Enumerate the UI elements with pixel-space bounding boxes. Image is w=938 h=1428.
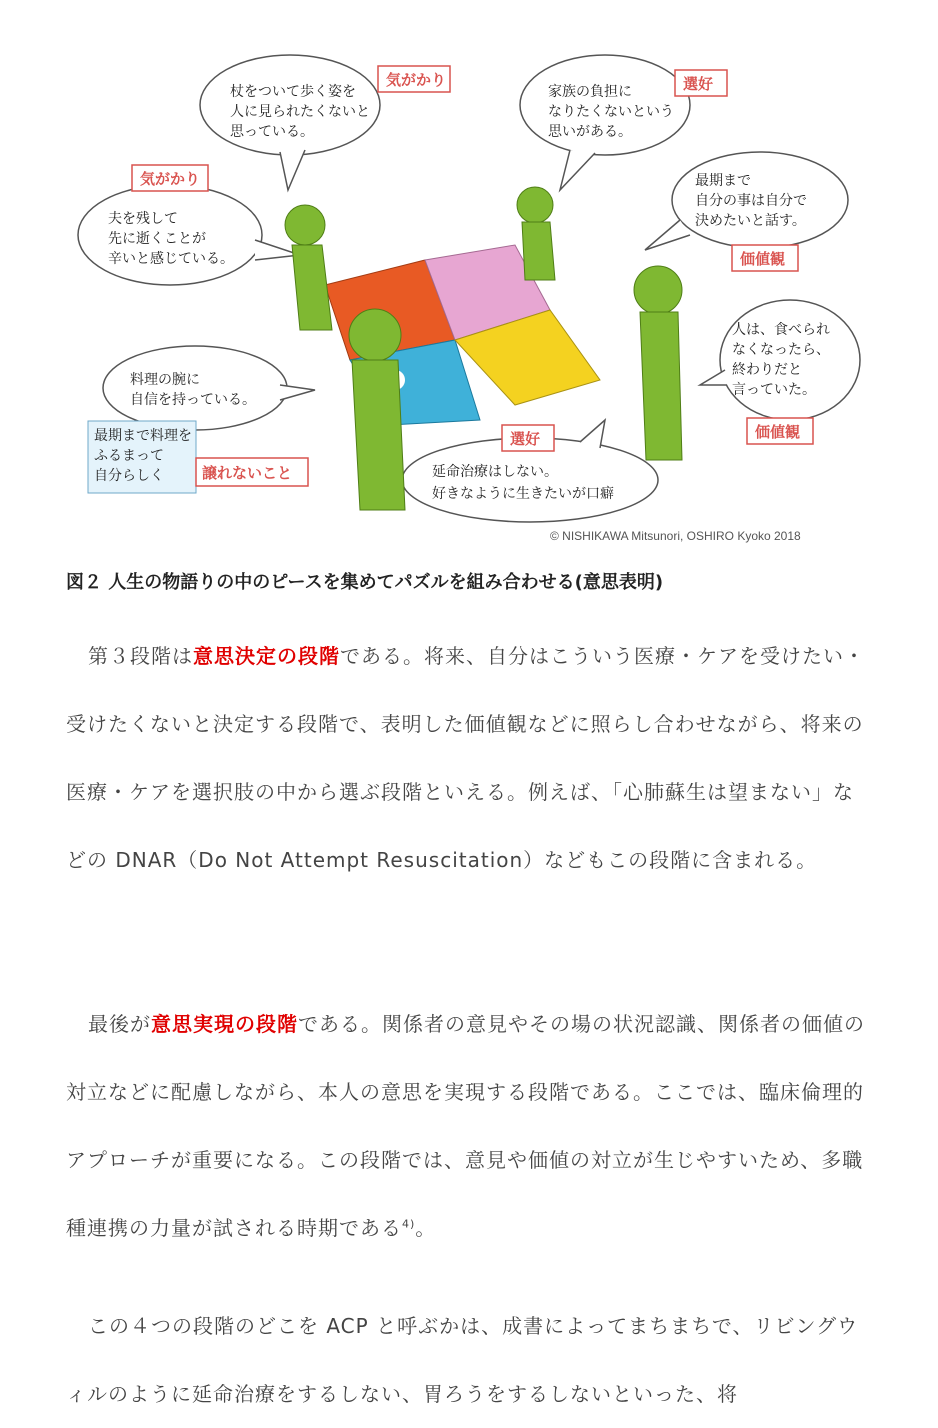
p3-body: この４つの段階のどこを ACP と呼ぶかは、成書によってまちまちで、リビングウィルのように延命治療をするしない、胃ろうをするしないといった、将 xyxy=(66,1314,859,1406)
note-box xyxy=(88,421,308,493)
puzzle-illustration xyxy=(60,40,880,555)
figure xyxy=(60,40,880,555)
bubble-8 xyxy=(402,420,658,522)
bubble-1 xyxy=(200,55,450,190)
tag-concern-1 xyxy=(378,66,450,92)
bubble-5-text: 人は、食べられ なくなったら、 終わりだと 言っていた。 xyxy=(732,322,830,398)
tag-concern-2 xyxy=(132,165,208,191)
bubble-1-text: 杖をついて歩く姿を 人に見られたくないと 思っている。 xyxy=(230,84,370,140)
bubble-2-text: 家族の負担に なりたくないという 思いがある。 xyxy=(548,84,674,140)
tag-value-2 xyxy=(747,418,813,444)
tag-preference-1 xyxy=(675,70,727,96)
paragraph-decision-stage xyxy=(66,622,866,894)
bubble-6-text: 料理の腕に 自信を持っている。 xyxy=(130,372,256,408)
p2-citation: 4) xyxy=(402,1217,416,1231)
bubble-3-text: 夫を残して 先に逝くことが 辛いと感じている。 xyxy=(108,211,234,267)
p2-lead: 最後が xyxy=(88,1012,151,1036)
p1-highlight: 意思決定の段階 xyxy=(193,644,340,668)
svg-text:気がかり: 気がかり xyxy=(140,170,201,188)
svg-text:譲れないこと: 譲れないこと xyxy=(202,464,293,482)
p2-end: 。 xyxy=(415,1216,437,1240)
p2-highlight: 意思実現の段階 xyxy=(151,1012,298,1036)
tag-value-1 xyxy=(732,245,798,271)
p2-body: である。関係者の意見やその場の状況認識、関係者の価値の対立などに配慮しながら、本人の意思を実現する段階である。ここでは、臨床倫理的アプローチが重要になる。この段階では、意見や価値の対立が生じやすいため、多職種連携の力量が試される時期である xyxy=(66,1012,865,1240)
svg-text:選好: 選好 xyxy=(510,430,541,448)
svg-text:気がかり: 気がかり xyxy=(386,71,447,89)
svg-text:価値観: 価値観 xyxy=(755,423,801,441)
bubble-4-text: 最期まで 自分の事は自分で 決めたいと話す。 xyxy=(695,173,807,229)
figure-caption: 図２ 人生の物語りの中のピースを集めてパズルを組み合わせる(意思表明) xyxy=(66,572,664,593)
paragraph-realization-stage xyxy=(66,990,866,1262)
p1-body: である。将来、自分はこういう医療・ケアを受けたい・受けたくないと決定する段階で、表明した価値観などに照らし合わせながら、将来の医療・ケアを選択肢の中から選ぶ段階といえる。例えば、「心肺蘇生は望まない」などの DNAR（Do Not Attempt Resuscitation）などもこの段階に含まれる。 xyxy=(66,644,865,872)
p1-lead: 第３段階は xyxy=(88,644,193,668)
bubble-3 xyxy=(78,165,300,285)
paragraph-acp xyxy=(66,1292,866,1428)
tag-preference-2 xyxy=(502,425,554,451)
svg-text:価値観: 価値観 xyxy=(740,250,786,268)
bubble-4 xyxy=(645,152,848,271)
note-text: 最期まで料理を ふるまって 自分らしく xyxy=(94,428,192,484)
figure-credit: © NISHIKAWA Mitsunori, OSHIRO Kyoko 2018 xyxy=(550,529,801,543)
svg-text:選好: 選好 xyxy=(683,75,714,93)
bubble-6 xyxy=(103,346,315,430)
tag-nonnegotiable xyxy=(196,458,308,486)
bubble-5 xyxy=(700,300,860,444)
bubble-8-text: 延命治療はしない。 好きなように生きたいが口癖 xyxy=(432,464,614,502)
